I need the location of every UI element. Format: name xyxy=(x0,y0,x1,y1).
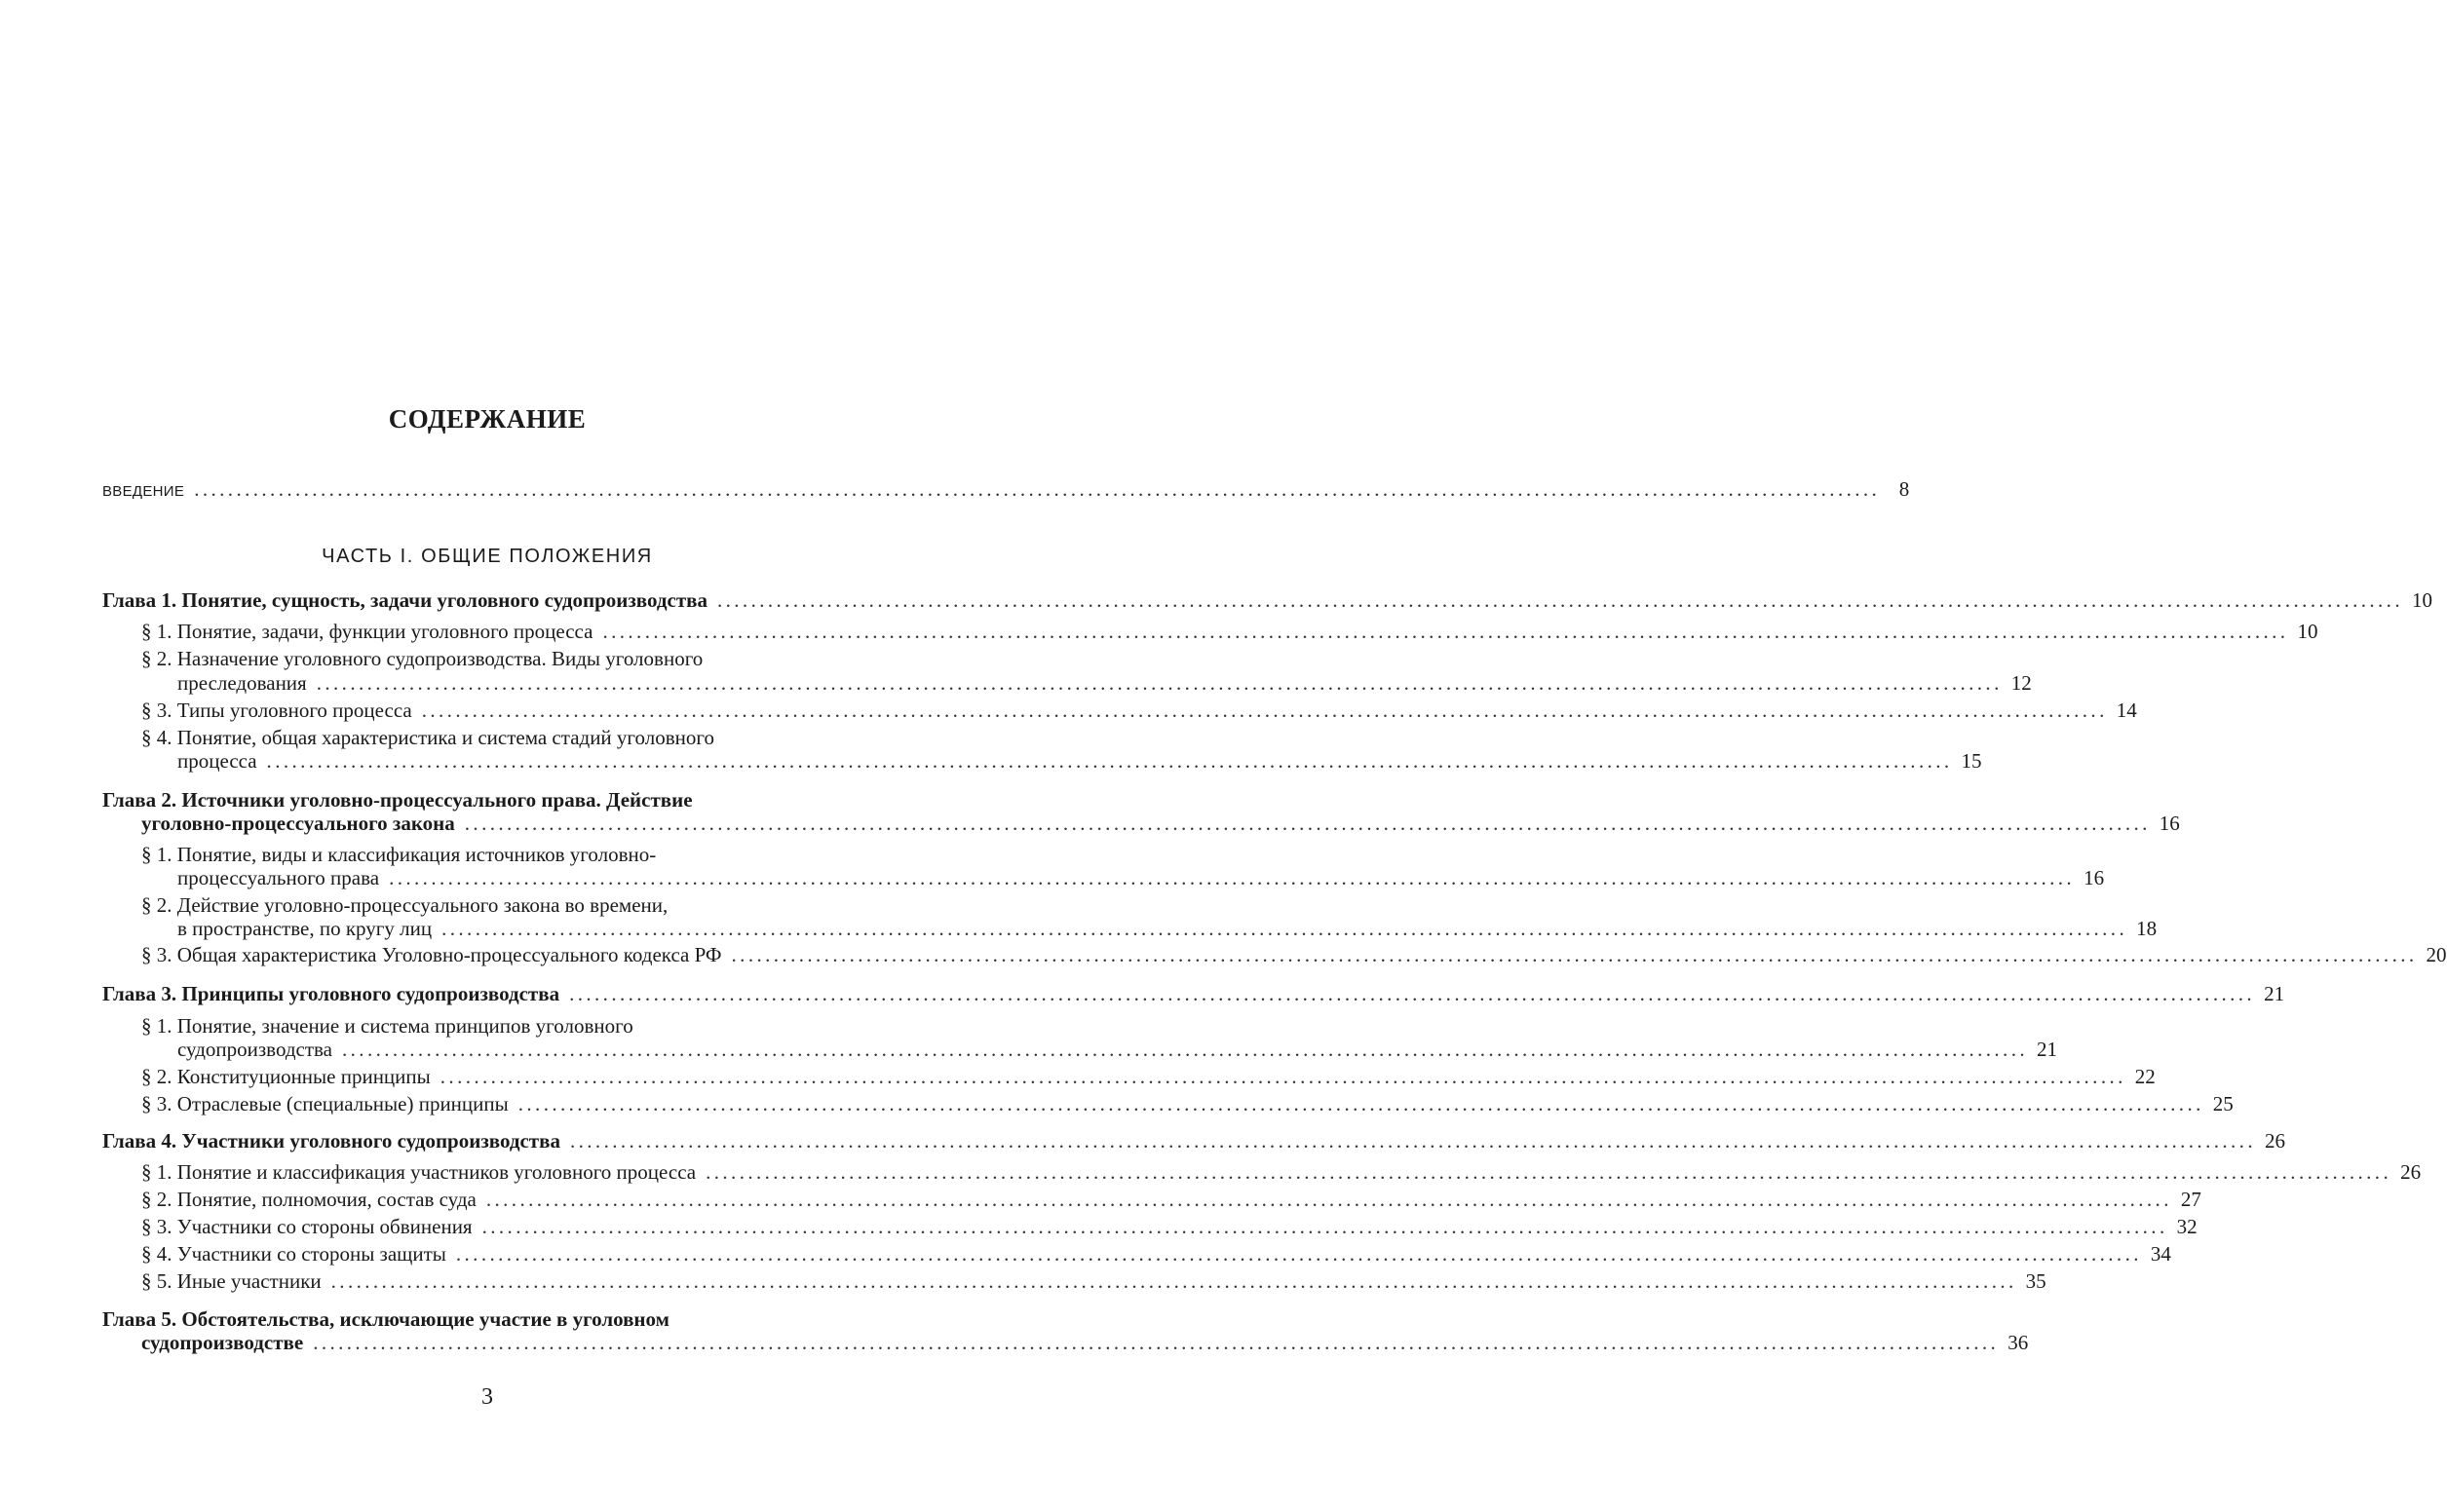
toc-page-number: 34 xyxy=(2150,1242,2171,1266)
toc-page-number: 18 xyxy=(2136,917,2158,940)
toc-entry-introduction[interactable] xyxy=(102,477,1910,504)
toc-page-number: 15 xyxy=(1961,749,1982,773)
toc-page-number: 22 xyxy=(2134,1065,2156,1088)
toc-section-title: § 3. Типы уголовного процесса xyxy=(141,699,412,722)
dot-leader: ........................................................................................................................................................................................................ xyxy=(330,1269,2017,1293)
dot-leader: ........................................................................................................................................................................................................ xyxy=(485,1188,2172,1211)
toc-chapter-title: Глава 4. Участники уголовного судопроизводства xyxy=(102,1129,560,1153)
toc-section-1-1[interactable] xyxy=(141,620,2318,643)
dot-leader: ........................................................................................................................................................................................................ xyxy=(481,1215,2168,1238)
toc-page-number: 10 xyxy=(2297,620,2318,643)
toc-entry-label: ВВЕДЕНИЕ xyxy=(102,483,185,500)
toc-section-title: § 5. Иные участники xyxy=(141,1269,322,1293)
toc-page-number: 35 xyxy=(2025,1269,2046,1293)
toc-page-number: 12 xyxy=(2010,671,2032,695)
toc-chapter-2[interactable] xyxy=(141,812,2180,835)
toc-page-number: 8 xyxy=(1898,477,1910,501)
toc-section-title: § 1. Понятие и классификация участников уголовного процесса xyxy=(141,1160,697,1184)
dot-leader: ........................................................................................................................................................................................................ xyxy=(569,1129,2256,1153)
toc-page-number: 32 xyxy=(2176,1215,2198,1238)
toc-section-title: судопроизводства xyxy=(177,1038,332,1061)
toc-section-2-1-line1[interactable]: § 1. Понятие, виды и классификация источников уголовно- xyxy=(141,843,657,866)
dot-leader: ........................................................................................................................................................................................................ xyxy=(316,671,2003,695)
toc-section-title: § 3. Участники со стороны обвинения xyxy=(141,1215,473,1238)
toc-page-number: 10 xyxy=(2411,588,2432,612)
toc-section-title: § 2. Понятие, полномочия, состав суда xyxy=(141,1188,477,1211)
toc-section-title: преследования xyxy=(177,671,307,695)
dot-leader: ........................................................................................................................................................................................................ xyxy=(440,1065,2126,1088)
toc-section-1-2-line1[interactable]: § 2. Назначение уголовного судопроизводства. Виды уголовного xyxy=(141,647,704,670)
toc-chapter-5[interactable] xyxy=(141,1331,2029,1354)
toc-page-number: 20 xyxy=(2426,943,2447,966)
toc-section-3-3[interactable] xyxy=(141,1092,2234,1115)
toc-section-title: в пространстве, по кругу лиц xyxy=(177,917,433,940)
toc-chapter-5-line1[interactable]: Глава 5. Обстоятельства, исключающие участие в уголовном xyxy=(102,1307,669,1331)
toc-chapter-1[interactable] xyxy=(102,588,2432,612)
toc-section-1-4[interactable] xyxy=(177,749,1982,773)
toc-chapter-3[interactable] xyxy=(102,982,2285,1005)
dot-leader: ........................................................................................................................................................................................................ xyxy=(731,943,2418,966)
dot-leader: ........................................................................................................................................................................................................ xyxy=(266,749,1953,773)
toc-section-2-1[interactable] xyxy=(177,866,2105,889)
toc-page-number: 14 xyxy=(2116,699,2137,722)
toc-section-4-5[interactable] xyxy=(141,1269,2046,1293)
toc-chapter-title: судопроизводстве xyxy=(141,1331,304,1354)
dot-leader: ........................................................................................................................................................................................................ xyxy=(421,699,2108,722)
toc-section-4-2[interactable] xyxy=(141,1188,2201,1211)
toc-chapter-title: Глава 3. Принципы уголовного судопроизводства xyxy=(102,982,560,1005)
toc-page-number: 26 xyxy=(2264,1129,2285,1153)
toc-chapter-title: Глава 1. Понятие, сущность, задачи уголовного судопроизводства xyxy=(102,588,707,612)
part-heading: ЧАСТЬ I. ОБЩИЕ ПОЛОЖЕНИЯ xyxy=(322,546,653,567)
toc-section-4-3[interactable] xyxy=(141,1215,2198,1238)
toc-section-4-4[interactable] xyxy=(141,1242,2171,1266)
toc-section-2-3[interactable] xyxy=(141,943,2447,966)
toc-page-number: 16 xyxy=(2084,866,2105,889)
dot-leader: ........................................................................................................................................................................................................ xyxy=(389,866,2076,889)
toc-chapter-title: уголовно-процессуального закона xyxy=(141,812,455,835)
dot-leader: ........................................................................................................................................................................................................ xyxy=(441,917,2128,940)
toc-section-title: процессуального права xyxy=(177,866,380,889)
toc-page-number: 26 xyxy=(2400,1160,2422,1184)
dot-leader: ........................................................................................................................................................................................................ xyxy=(602,620,2289,643)
toc-section-title: § 1. Понятие, задачи, функции уголовного процесса xyxy=(141,620,593,643)
dot-leader: ........................................................................................................................................................................................................ xyxy=(706,1160,2392,1184)
dot-leader: ........................................................................................................................................................................................................ xyxy=(716,588,2403,612)
page-title: СОДЕРЖАНИЕ xyxy=(388,404,587,434)
toc-page-number: 36 xyxy=(2007,1331,2029,1354)
toc-page-number: 21 xyxy=(2264,982,2285,1005)
toc-section-2-2-line1[interactable]: § 2. Действие уголовно-процессуального закона во времени, xyxy=(141,893,669,917)
toc-chapter-2-line1[interactable]: Глава 2. Источники уголовно-процессуального права. Действие xyxy=(102,788,693,812)
toc-section-title: § 2. Конституционные принципы xyxy=(141,1065,431,1088)
toc-section-title: § 3. Отраслевые (специальные) принципы xyxy=(141,1092,509,1115)
toc-section-3-2[interactable] xyxy=(141,1065,2156,1088)
toc-section-2-2[interactable] xyxy=(177,917,2158,940)
dot-leader: ........................................................................................................................................................................................................ xyxy=(342,1038,2028,1061)
toc-page-number: 27 xyxy=(2180,1188,2201,1211)
toc-page-number: 25 xyxy=(2212,1092,2234,1115)
dot-leader: ........................................................................................................................................................................................................ xyxy=(464,812,2151,835)
dot-leader: ........................................................................................................................................................................................................ xyxy=(194,477,1881,501)
dot-leader: ........................................................................................................................................................................................................ xyxy=(517,1092,2204,1115)
toc-section-1-3[interactable] xyxy=(141,699,2137,722)
toc-section-title: § 3. Общая характеристика Уголовно-процессуального кодекса РФ xyxy=(141,943,722,966)
toc-chapter-4[interactable] xyxy=(102,1129,2285,1153)
dot-leader: ........................................................................................................................................................................................................ xyxy=(455,1242,2142,1266)
toc-section-3-1[interactable] xyxy=(177,1038,2057,1061)
toc-section-title: § 4. Участники со стороны защиты xyxy=(141,1242,446,1266)
toc-page-number: 21 xyxy=(2037,1038,2057,1061)
page-number: 3 xyxy=(481,1384,493,1410)
toc-section-title: процесса xyxy=(177,749,257,773)
toc-section-1-4-line1[interactable]: § 4. Понятие, общая характеристика и система стадий уголовного xyxy=(141,726,714,749)
dot-leader: ........................................................................................................................................................................................................ xyxy=(313,1331,2000,1354)
toc-section-1-2[interactable] xyxy=(177,671,2032,695)
toc-page-number: 16 xyxy=(2159,812,2180,835)
toc-section-3-1-line1[interactable]: § 1. Понятие, значение и система принципов уголовного xyxy=(141,1014,633,1038)
toc-section-4-1[interactable] xyxy=(141,1160,2422,1184)
dot-leader: ........................................................................................................................................................................................................ xyxy=(569,982,2256,1005)
